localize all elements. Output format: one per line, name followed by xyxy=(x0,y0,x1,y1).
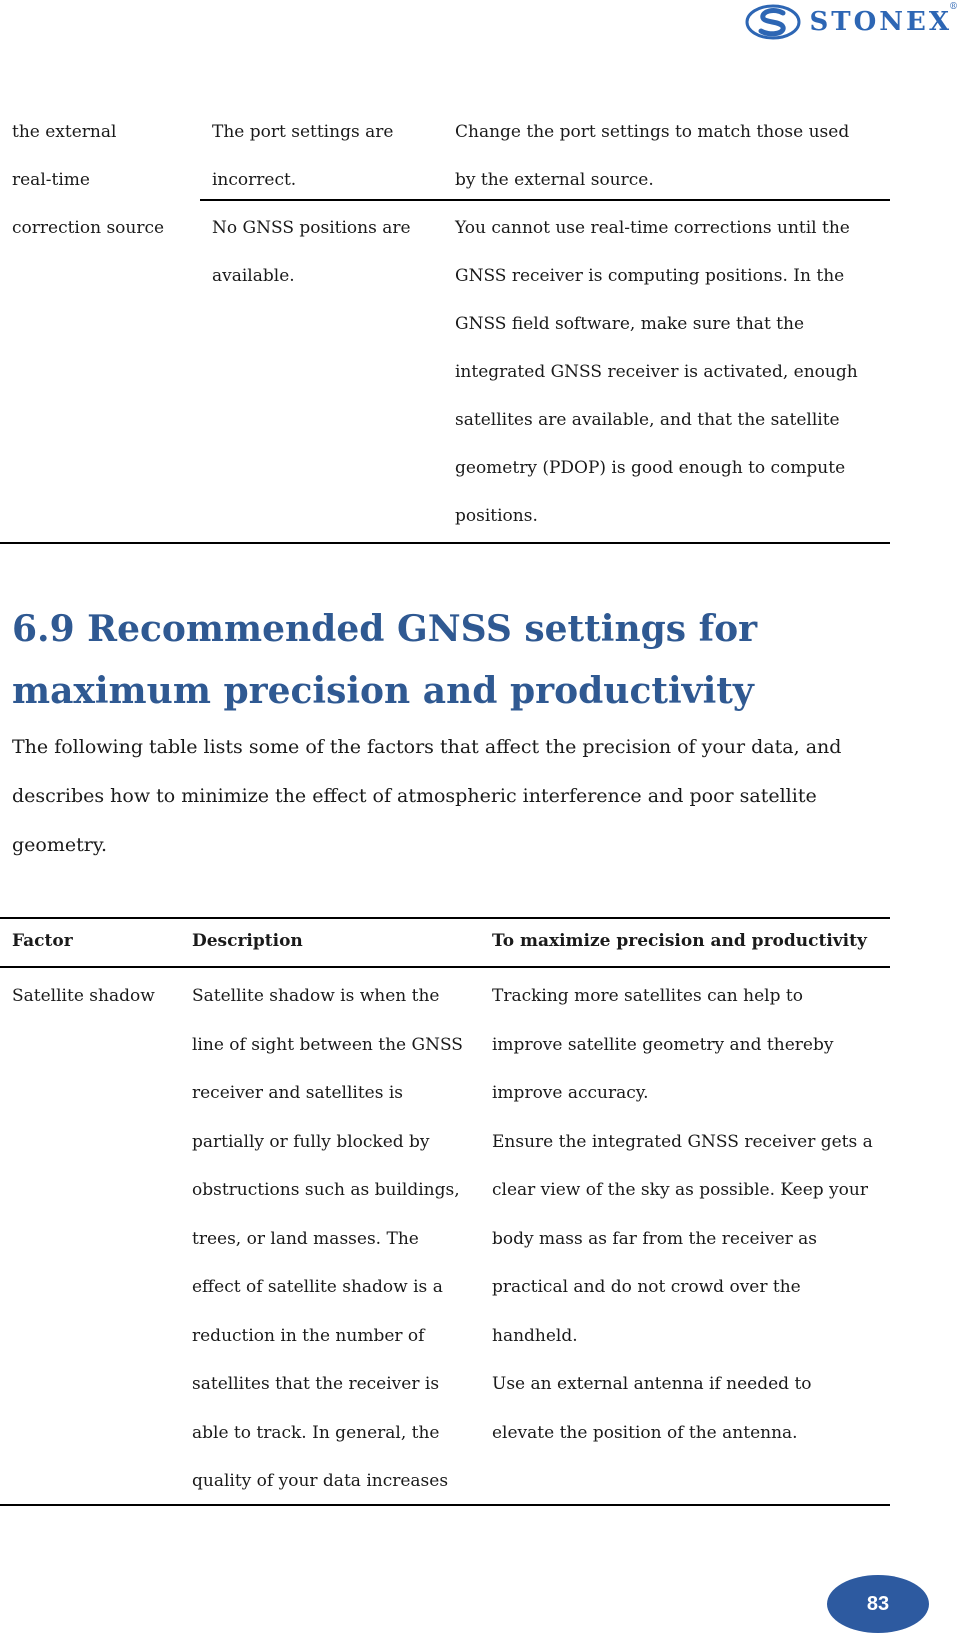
stonex-swirl-icon xyxy=(745,4,801,40)
stonex-logo xyxy=(745,2,958,40)
advice-line: clear view of the sky as possible. Keep your xyxy=(492,1180,868,1200)
factor-label: Satellite shadow xyxy=(12,986,155,1006)
solution-line: by the external source. xyxy=(455,170,654,190)
registered-mark: ® xyxy=(949,2,958,12)
description-line: able to track. In general, the xyxy=(192,1422,440,1443)
cause-line: No GNSS positions are xyxy=(212,218,411,238)
cause-cell xyxy=(212,108,427,204)
advice-line: handheld. xyxy=(492,1325,578,1346)
table-bottom-rule xyxy=(0,542,890,544)
cause-cell xyxy=(212,204,427,300)
description-line: quality of your data increases xyxy=(192,1471,449,1491)
category-line: real-time xyxy=(12,170,90,190)
table-bottom-rule xyxy=(0,1504,890,1506)
description-line: effect of satellite shadow is a xyxy=(192,1277,443,1297)
cause-line: The port settings are xyxy=(212,122,394,142)
intro-paragraph xyxy=(12,723,882,870)
table-top-rule xyxy=(0,917,890,919)
solution-cell xyxy=(455,204,875,540)
intro-line: describes how to minimize the effect of atmospheric interference and poor satellite xyxy=(12,785,817,807)
advice-cell xyxy=(492,972,887,1457)
intro-line: geometry. xyxy=(12,834,108,856)
problem-category-cell xyxy=(12,108,192,252)
solution-line: integrated GNSS receiver is activated, enough xyxy=(455,362,858,382)
description-line: satellites that the receiver is xyxy=(192,1374,440,1394)
description-line: receiver and satellites is xyxy=(192,1083,404,1103)
description-line: trees, or land masses. The xyxy=(192,1228,419,1249)
advice-line: body mass as far from the receiver as xyxy=(492,1228,818,1249)
solution-line: GNSS field software, make sure that the xyxy=(455,314,805,334)
factor-cell xyxy=(12,972,182,1021)
solution-line: geometry (PDOP) is good enough to compute xyxy=(455,458,846,478)
solution-line: You cannot use real-time corrections until the xyxy=(455,218,850,238)
solution-line: GNSS receiver is computing positions. In the xyxy=(455,266,845,286)
solution-line: satellites are available, and that the satellite xyxy=(455,410,840,430)
cause-line: available. xyxy=(212,266,295,286)
heading-line: maximum precision and productivity xyxy=(12,670,754,712)
description-cell xyxy=(192,972,482,1506)
advice-line: elevate the position of the antenna. xyxy=(492,1422,798,1443)
column-header-description: Description xyxy=(192,931,303,951)
description-line: line of sight between the GNSS xyxy=(192,1034,463,1055)
intro-line: The following table lists some of the factors that affect the precision of your data, and xyxy=(12,736,842,758)
cause-line: incorrect. xyxy=(212,170,297,190)
advice-line: Ensure the integrated GNSS receiver gets a xyxy=(492,1131,873,1152)
row-divider xyxy=(200,199,890,201)
advice-line: Use an external antenna if needed to xyxy=(492,1374,812,1394)
logo-wordmark: STONEX xyxy=(809,7,952,37)
category-line: the external xyxy=(12,122,117,142)
solution-line: positions. xyxy=(455,506,538,526)
description-line: partially or fully blocked by xyxy=(192,1131,430,1152)
description-line: obstructions such as buildings, xyxy=(192,1180,460,1200)
solution-cell xyxy=(455,108,875,204)
heading-line: 6.9 Recommended GNSS settings for xyxy=(12,608,758,650)
page-number-badge: 83 xyxy=(827,1575,929,1633)
header-rule xyxy=(0,966,890,968)
advice-line: Tracking more satellites can help to xyxy=(492,986,803,1006)
section-heading xyxy=(12,598,892,722)
advice-line: improve accuracy. xyxy=(492,1083,649,1103)
advice-line: practical and do not crowd over the xyxy=(492,1277,801,1297)
description-line: Satellite shadow is when the xyxy=(192,986,440,1006)
description-line: reduction in the number of xyxy=(192,1325,425,1346)
column-header-factor: Factor xyxy=(12,931,73,951)
column-header-advice: To maximize precision and productivity xyxy=(492,931,867,951)
solution-line: Change the port settings to match those used xyxy=(455,122,850,142)
advice-line: improve satellite geometry and thereby xyxy=(492,1034,834,1055)
category-line: correction source xyxy=(12,218,165,238)
